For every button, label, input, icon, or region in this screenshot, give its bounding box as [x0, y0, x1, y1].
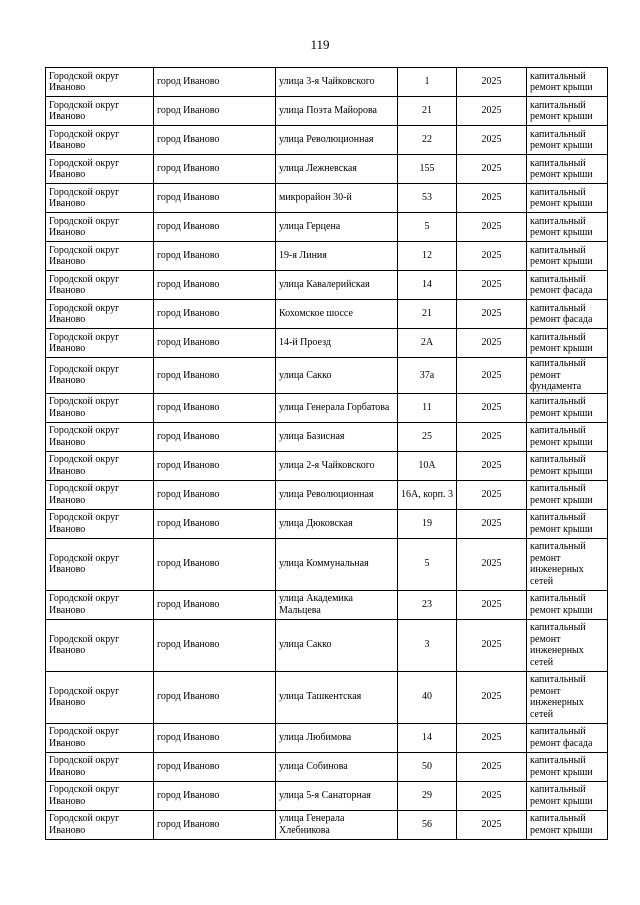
table-body	[46, 68, 608, 840]
house-number-cell: 50	[398, 752, 457, 781]
district-cell: Городской округ Иваново	[46, 329, 154, 358]
table-row	[46, 271, 608, 300]
work-type-cell: капитальный ремонт инженерных сетей	[527, 538, 608, 590]
city-cell: город Иваново	[154, 480, 276, 509]
work-type-cell: капитальный ремонт крыши	[527, 155, 608, 184]
house-number-cell: 19	[398, 509, 457, 538]
city-cell: город Иваново	[154, 155, 276, 184]
street-cell: улица Революционная	[276, 480, 398, 509]
street-cell: улица Собинова	[276, 752, 398, 781]
table-row	[46, 126, 608, 155]
table-row	[46, 300, 608, 329]
page-number: 119	[310, 37, 330, 52]
year-cell: 2025	[457, 271, 527, 300]
work-type-cell: капитальный ремонт крыши	[527, 810, 608, 839]
year-cell: 2025	[457, 184, 527, 213]
work-type-cell: капитальный ремонт крыши	[527, 126, 608, 155]
table-row	[46, 671, 608, 723]
district-cell: Городской округ Иваново	[46, 155, 154, 184]
district-cell: Городской округ Иваново	[46, 393, 154, 422]
house-number-cell: 37а	[398, 358, 457, 394]
work-type-cell: капитальный ремонт крыши	[527, 213, 608, 242]
year-cell: 2025	[457, 329, 527, 358]
city-cell: город Иваново	[154, 538, 276, 590]
street-cell: улица Революционная	[276, 126, 398, 155]
house-number-cell: 21	[398, 300, 457, 329]
house-number-cell: 29	[398, 781, 457, 810]
work-type-cell: капитальный ремонт крыши	[527, 590, 608, 619]
table-row	[46, 509, 608, 538]
street-cell: улица Ташкентская	[276, 671, 398, 723]
table-row	[46, 393, 608, 422]
house-number-cell: 14	[398, 271, 457, 300]
street-cell: улица Генерала Горбатова	[276, 393, 398, 422]
city-cell: город Иваново	[154, 242, 276, 271]
table-row	[46, 538, 608, 590]
street-cell: улица Лежневская	[276, 155, 398, 184]
city-cell: город Иваново	[154, 671, 276, 723]
table-row	[46, 184, 608, 213]
street-cell: улица Поэта Майорова	[276, 97, 398, 126]
house-number-cell: 22	[398, 126, 457, 155]
house-number-cell: 14	[398, 723, 457, 752]
house-number-cell: 11	[398, 393, 457, 422]
table-row	[46, 422, 608, 451]
work-type-cell: капитальный ремонт крыши	[527, 480, 608, 509]
house-number-cell: 25	[398, 422, 457, 451]
year-cell: 2025	[457, 213, 527, 242]
city-cell: город Иваново	[154, 619, 276, 671]
city-cell: город Иваново	[154, 126, 276, 155]
year-cell: 2025	[457, 68, 527, 97]
district-cell: Городской округ Иваново	[46, 271, 154, 300]
year-cell: 2025	[457, 723, 527, 752]
district-cell: Городской округ Иваново	[46, 184, 154, 213]
street-cell: улица Дюковская	[276, 509, 398, 538]
housing-repair-table	[45, 67, 608, 840]
street-cell: улица 3-я Чайковского	[276, 68, 398, 97]
year-cell: 2025	[457, 393, 527, 422]
house-number-cell: 5	[398, 538, 457, 590]
work-type-cell: капитальный ремонт фасада	[527, 723, 608, 752]
street-cell: улица 2-я Чайковского	[276, 451, 398, 480]
district-cell: Городской округ Иваново	[46, 213, 154, 242]
city-cell: город Иваново	[154, 752, 276, 781]
year-cell: 2025	[457, 97, 527, 126]
city-cell: город Иваново	[154, 97, 276, 126]
house-number-cell: 12	[398, 242, 457, 271]
house-number-cell: 40	[398, 671, 457, 723]
table-row	[46, 242, 608, 271]
city-cell: город Иваново	[154, 451, 276, 480]
district-cell: Городской округ Иваново	[46, 509, 154, 538]
street-cell: улица Кавалерийская	[276, 271, 398, 300]
street-cell: улица Базисная	[276, 422, 398, 451]
house-number-cell: 155	[398, 155, 457, 184]
street-cell: улица Любимова	[276, 723, 398, 752]
house-number-cell: 5	[398, 213, 457, 242]
work-type-cell: капитальный ремонт крыши	[527, 97, 608, 126]
year-cell: 2025	[457, 590, 527, 619]
table-row	[46, 451, 608, 480]
district-cell: Городской округ Иваново	[46, 752, 154, 781]
year-cell: 2025	[457, 538, 527, 590]
work-type-cell: капитальный ремонт фасада	[527, 271, 608, 300]
city-cell: город Иваново	[154, 393, 276, 422]
district-cell: Городской округ Иваново	[46, 590, 154, 619]
house-number-cell: 10А	[398, 451, 457, 480]
street-cell: улица Сакко	[276, 619, 398, 671]
work-type-cell: капитальный ремонт крыши	[527, 329, 608, 358]
city-cell: город Иваново	[154, 213, 276, 242]
city-cell: город Иваново	[154, 422, 276, 451]
city-cell: город Иваново	[154, 781, 276, 810]
year-cell: 2025	[457, 300, 527, 329]
city-cell: город Иваново	[154, 358, 276, 394]
district-cell: Городской округ Иваново	[46, 723, 154, 752]
street-cell: микрорайон 30-й	[276, 184, 398, 213]
house-number-cell: 23	[398, 590, 457, 619]
table-row	[46, 810, 608, 839]
work-type-cell: капитальный ремонт крыши	[527, 242, 608, 271]
city-cell: город Иваново	[154, 810, 276, 839]
table-row	[46, 68, 608, 97]
work-type-cell: капитальный ремонт инженерных сетей	[527, 619, 608, 671]
year-cell: 2025	[457, 422, 527, 451]
work-type-cell: капитальный ремонт крыши	[527, 451, 608, 480]
year-cell: 2025	[457, 810, 527, 839]
city-cell: город Иваново	[154, 509, 276, 538]
city-cell: город Иваново	[154, 184, 276, 213]
year-cell: 2025	[457, 619, 527, 671]
work-type-cell: капитальный ремонт крыши	[527, 184, 608, 213]
work-type-cell: капитальный ремонт фасада	[527, 300, 608, 329]
district-cell: Городской округ Иваново	[46, 242, 154, 271]
table-row	[46, 723, 608, 752]
district-cell: Городской округ Иваново	[46, 781, 154, 810]
district-cell: Городской округ Иваново	[46, 671, 154, 723]
district-cell: Городской округ Иваново	[46, 300, 154, 329]
work-type-cell: капитальный ремонт крыши	[527, 509, 608, 538]
city-cell: город Иваново	[154, 68, 276, 97]
year-cell: 2025	[457, 358, 527, 394]
house-number-cell: 56	[398, 810, 457, 839]
year-cell: 2025	[457, 752, 527, 781]
district-cell: Городской округ Иваново	[46, 810, 154, 839]
street-cell: улица Генерала Хлебникова	[276, 810, 398, 839]
table-row	[46, 358, 608, 394]
table-row	[46, 213, 608, 242]
house-number-cell: 16А, корп. 3	[398, 480, 457, 509]
table-row	[46, 155, 608, 184]
district-cell: Городской округ Иваново	[46, 422, 154, 451]
street-cell: Кохомское шоссе	[276, 300, 398, 329]
house-number-cell: 3	[398, 619, 457, 671]
table-row	[46, 781, 608, 810]
work-type-cell: капитальный ремонт инженерных сетей	[527, 671, 608, 723]
table-row	[46, 97, 608, 126]
work-type-cell: капитальный ремонт крыши	[527, 752, 608, 781]
house-number-cell: 2А	[398, 329, 457, 358]
table-row	[46, 590, 608, 619]
year-cell: 2025	[457, 126, 527, 155]
street-cell: улица Сакко	[276, 358, 398, 394]
year-cell: 2025	[457, 155, 527, 184]
work-type-cell: капитальный ремонт крыши	[527, 68, 608, 97]
table-row	[46, 619, 608, 671]
table-row	[46, 329, 608, 358]
year-cell: 2025	[457, 480, 527, 509]
city-cell: город Иваново	[154, 723, 276, 752]
year-cell: 2025	[457, 781, 527, 810]
district-cell: Городской округ Иваново	[46, 451, 154, 480]
street-cell: улица Коммунальная	[276, 538, 398, 590]
city-cell: город Иваново	[154, 590, 276, 619]
district-cell: Городской округ Иваново	[46, 68, 154, 97]
district-cell: Городской округ Иваново	[46, 358, 154, 394]
district-cell: Городской округ Иваново	[46, 538, 154, 590]
city-cell: город Иваново	[154, 271, 276, 300]
street-cell: улица 5-я Санаторная	[276, 781, 398, 810]
work-type-cell: капитальный ремонт крыши	[527, 422, 608, 451]
house-number-cell: 53	[398, 184, 457, 213]
city-cell: город Иваново	[154, 329, 276, 358]
house-number-cell: 21	[398, 97, 457, 126]
work-type-cell: капитальный ремонт крыши	[527, 781, 608, 810]
year-cell: 2025	[457, 242, 527, 271]
year-cell: 2025	[457, 671, 527, 723]
city-cell: город Иваново	[154, 300, 276, 329]
work-type-cell: капитальный ремонт фундамента	[527, 358, 608, 394]
year-cell: 2025	[457, 509, 527, 538]
house-number-cell: 1	[398, 68, 457, 97]
district-cell: Городской округ Иваново	[46, 126, 154, 155]
street-cell: 14-й Проезд	[276, 329, 398, 358]
table-row	[46, 752, 608, 781]
district-cell: Городской округ Иваново	[46, 619, 154, 671]
work-type-cell: капитальный ремонт крыши	[527, 393, 608, 422]
street-cell: улица Академика Мальцева	[276, 590, 398, 619]
street-cell: улица Герцена	[276, 213, 398, 242]
district-cell: Городской округ Иваново	[46, 480, 154, 509]
district-cell: Городской округ Иваново	[46, 97, 154, 126]
street-cell: 19-я Линия	[276, 242, 398, 271]
year-cell: 2025	[457, 451, 527, 480]
table-row	[46, 480, 608, 509]
